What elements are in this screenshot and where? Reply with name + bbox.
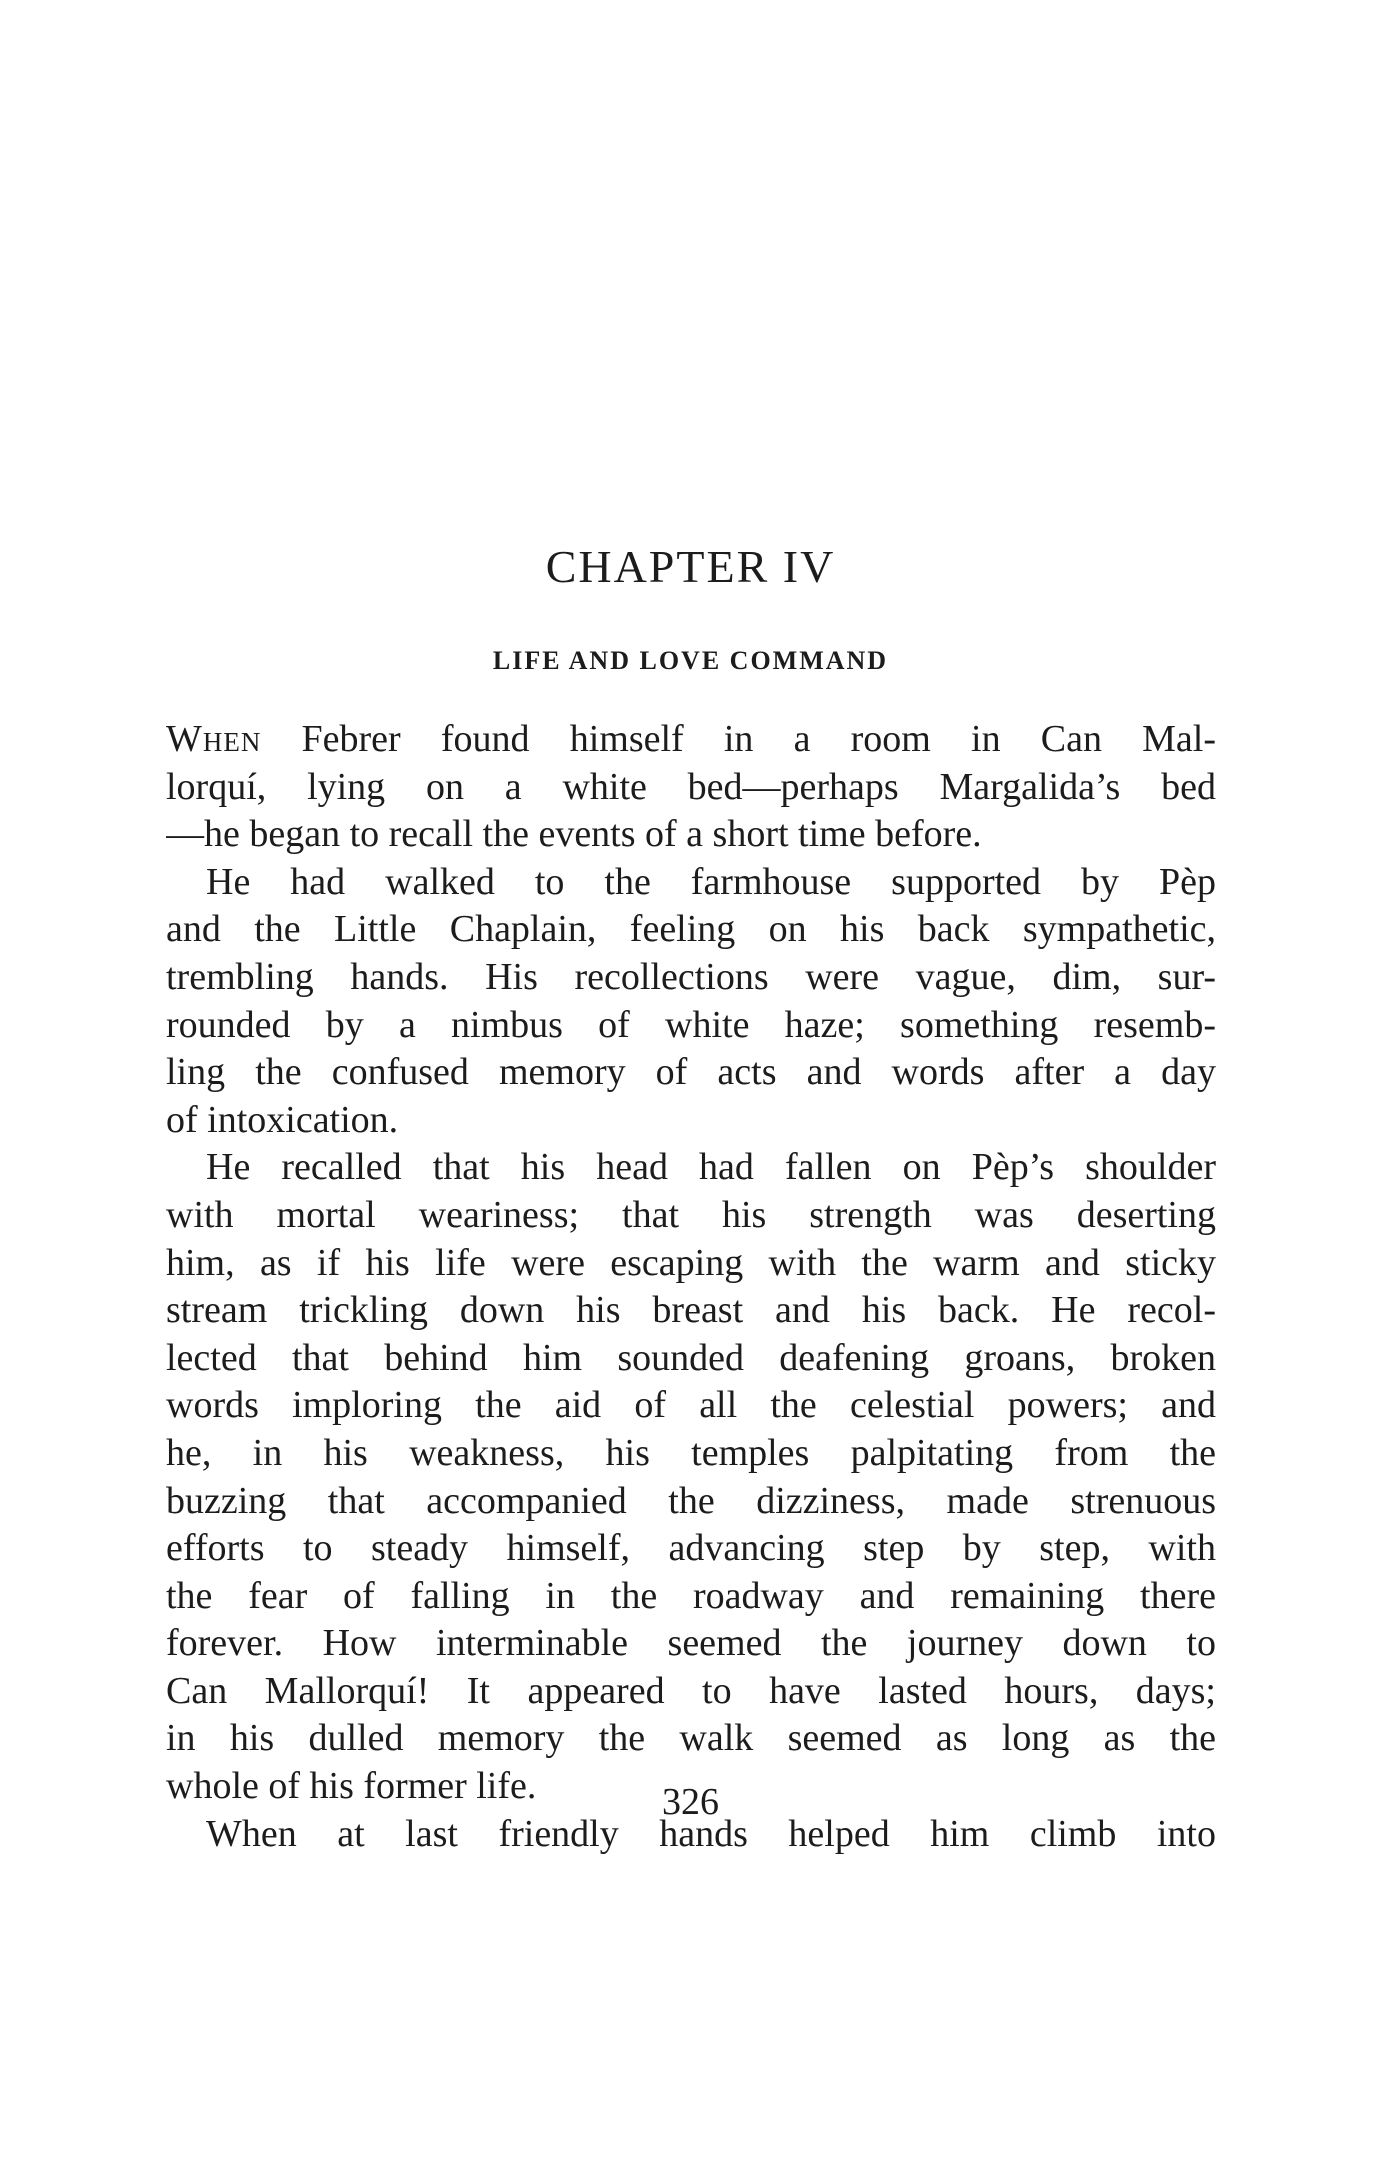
paragraph xyxy=(166,716,1216,859)
text-line: efforts to steady himself, advancing step by step, with xyxy=(166,1527,1216,1570)
text-line: trembling hands. His recollections were vague, dim, sur- xyxy=(166,955,1216,998)
text-line: of intoxication. xyxy=(166,1098,399,1141)
lead-word: When xyxy=(166,718,262,760)
text-line: whole of his former life. xyxy=(166,1765,537,1808)
text-line: him, as if his life were escaping with the warm and sticky xyxy=(166,1241,1216,1284)
text-line-rest: Febrer found himself in a room in Can Mal- xyxy=(261,718,1216,760)
text-line: rounded by a nimbus of white haze; something resemb- xyxy=(166,1003,1216,1046)
text-line xyxy=(166,716,1216,764)
text-line: he, in his weakness, his temples palpitating from the xyxy=(166,1431,1216,1474)
text-line: lected that behind him sounded deafening groans, broken xyxy=(166,1336,1216,1379)
page-number: 326 xyxy=(662,1781,719,1823)
chapter-subtitle: LIFE AND LOVE COMMAND xyxy=(492,646,889,675)
paragraph xyxy=(166,1144,1216,1810)
chapter-title: CHAPTER IV xyxy=(545,541,836,592)
text-line: stream trickling down his breast and his back. He recol- xyxy=(166,1289,1216,1332)
text-line: —he began to recall the events of a short time before. xyxy=(166,813,982,856)
body-text xyxy=(166,716,1216,1858)
text-line: forever. How interminable seemed the journey down to xyxy=(166,1622,1216,1665)
text-line: words imploring the aid of all the celestial powers; and xyxy=(166,1384,1216,1427)
text-line: and the Little Chaplain, feeling on his back sympathetic, xyxy=(166,908,1216,951)
text-line: the fear of falling in the roadway and remaining there xyxy=(166,1574,1216,1617)
text-line: When at last friendly hands helped him climb into xyxy=(206,1812,1216,1855)
text-line: buzzing that accompanied the dizziness, made strenuous xyxy=(166,1479,1216,1522)
text-line: with mortal weariness; that his strength was deserting xyxy=(166,1193,1216,1236)
text-line: Can Mallorquí! It appeared to have lasted hours, days; xyxy=(166,1669,1216,1712)
text-line: ling the confused memory of acts and words after a day xyxy=(166,1051,1216,1094)
text-line: He had walked to the farmhouse supported by Pèp xyxy=(206,860,1216,903)
text-line: He recalled that his head had fallen on Pèp’s shoulder xyxy=(206,1146,1216,1189)
text-line: lorquí, lying on a white bed—perhaps Margalida’s bed xyxy=(166,765,1216,808)
paragraph xyxy=(166,859,1216,1145)
text-line: in his dulled memory the walk seemed as long as the xyxy=(166,1717,1216,1760)
